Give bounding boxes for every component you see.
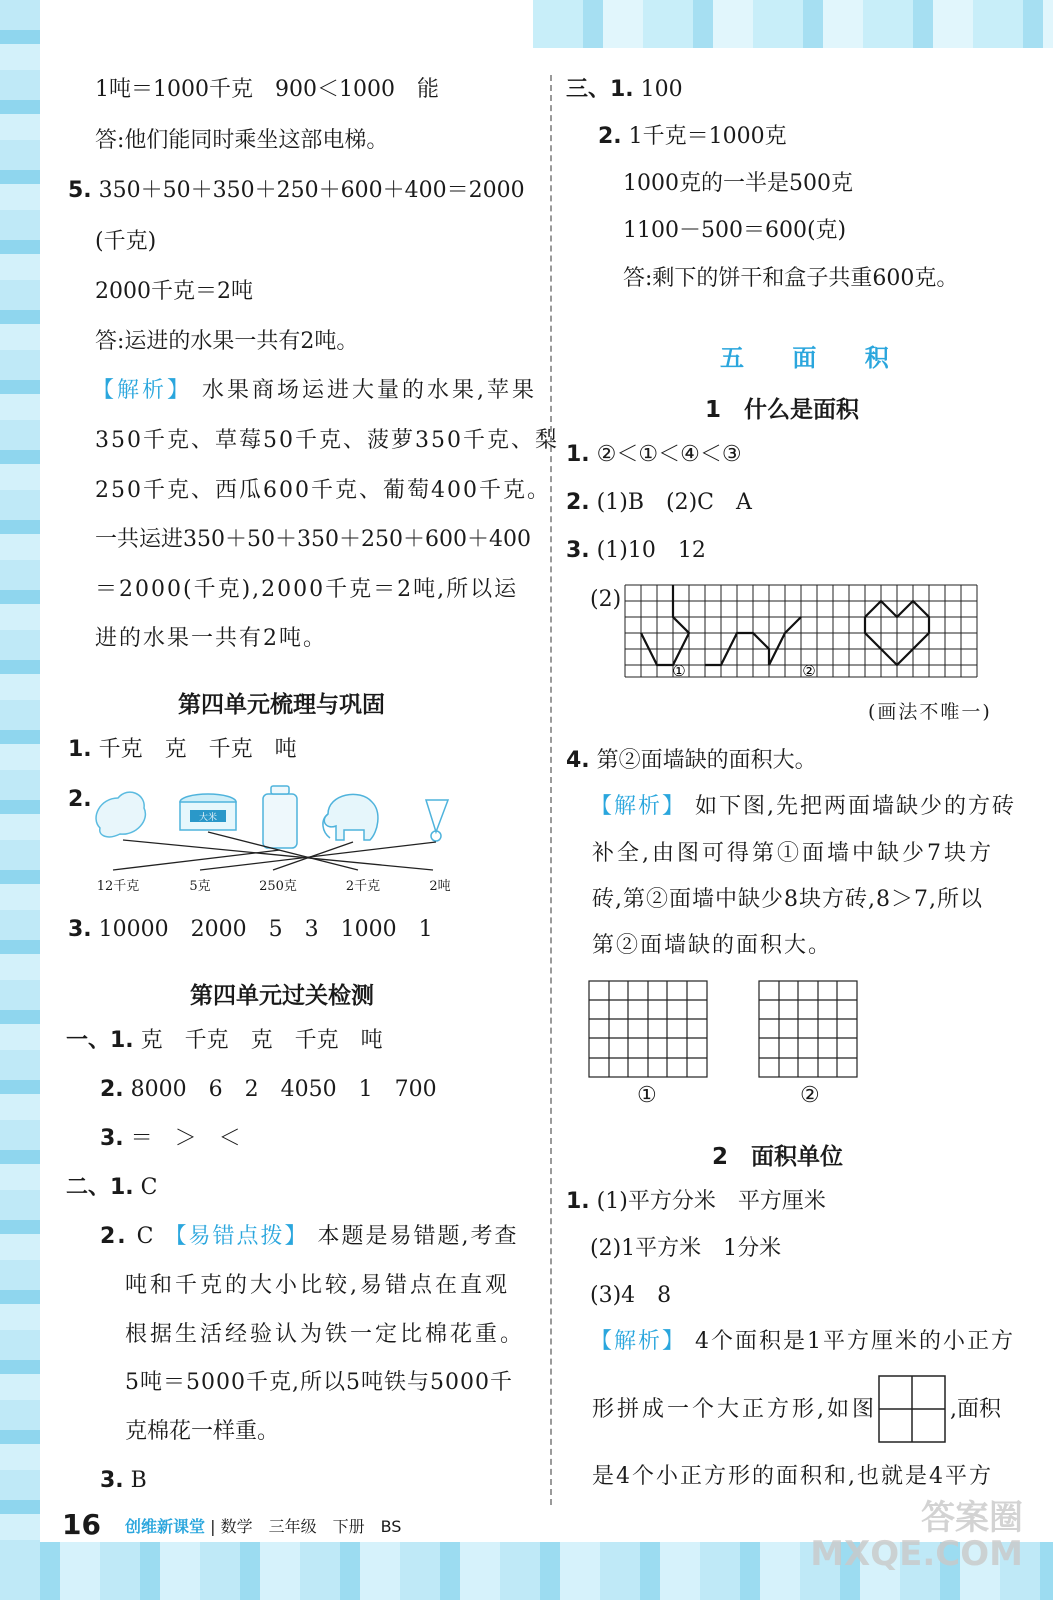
answer-line: (2)1平方米 1分米 [590,1236,782,1261]
part-2-q2 [100,1223,519,1251]
column-divider [550,75,552,1505]
question-number: 3. [68,917,92,942]
lesson-title: 1 什么是面积 [705,397,860,423]
cotton-icon [96,792,145,837]
footer-subject: 数学 三年级 下册 BS [220,1517,402,1536]
lesson-title: 2 面积单位 [712,1144,844,1170]
wall-grid-2 [758,980,860,1080]
answer-text: 千克 克 千克 吨 [98,737,297,762]
analysis-line: 350千克、草莓50千克、菠萝350千克、梨 [95,428,559,453]
grid-marker: ① [672,662,686,680]
match-label: 250克 [259,879,297,894]
question-1 [566,1188,826,1216]
analysis-line: 是4个小正方形的面积和,也就是4平方 [592,1464,993,1489]
question-number: 2. [566,490,590,515]
shape-1 [641,585,689,665]
match-label: 12千克 [96,879,140,894]
analysis-text: 水果商场运进大量的水果,苹果 [202,378,538,403]
analysis-line: 形拼成一个大正方形,如图 [592,1397,877,1422]
analysis-line [590,1328,1015,1356]
question-number: 2. [68,787,92,812]
watermark-url: MXQE.COM [810,1534,1023,1574]
question-1 [566,441,742,469]
answer-text: 第②面墙缺的面积大。 [596,748,817,773]
match-label: 2吨 [429,879,451,894]
part-1-q3 [100,1125,241,1153]
answer-text: C [136,1224,156,1249]
analysis-line: 250千克、西瓜600千克、葡萄400千克。 [95,478,551,503]
analysis-line: ,面积 [950,1397,1001,1422]
wall-label: ① [637,1083,657,1108]
part-3-q2 [598,123,787,151]
tip-tag: 【易错点拨】 [164,1224,309,1249]
part-2-q1 [66,1174,158,1202]
wall-label: ② [800,1083,820,1108]
question-number: 5. [68,178,92,203]
footer-brand: 创维新课堂 [125,1517,206,1536]
question-number: 4. [566,748,590,773]
question-3 [68,916,433,944]
question-number: 1. [566,442,590,467]
question-2 [566,489,752,517]
page-paper-top [40,0,533,60]
tip-line: 5吨＝5000千克,所以5吨铁与5000千 [125,1370,513,1395]
question-number: 3. [100,1126,124,1151]
match-label: 5克 [189,879,211,894]
question-number: 3. [100,1468,124,1493]
page-border-left [0,0,40,1600]
question-number: 2. [598,124,622,149]
match-label: 2千克 [345,879,381,894]
drawing-note: (画法不唯一) [868,701,992,723]
tip-line: 根据生活经验认为铁一定比棉花重。 [125,1322,526,1347]
rice-label: 大米 [198,813,218,823]
matching-figure [88,780,478,900]
analysis-line [590,793,1016,821]
question-1 [68,736,297,764]
tip-line: 克棉花一样重。 [125,1419,280,1444]
elephant-icon [323,794,378,840]
answer-line: 1吨＝1000千克 900＜1000 能 [95,77,439,102]
answer-text: B [130,1468,147,1493]
grid-drawing [624,584,980,680]
watermark [810,1500,1023,1572]
page-border-top [533,0,1053,48]
rice-bag-icon [180,794,236,830]
question-number: 3. [566,538,590,563]
watermark-text: 答案圈 [921,1498,1023,1538]
analysis-text: 4个面积是1平方厘米的小正方 [695,1329,1016,1354]
question-number: 1. [566,1189,590,1214]
analysis-line: 进的水果一共有2吨。 [95,626,327,651]
answer-line: 答:他们能同时乘坐这部电梯。 [95,128,389,153]
analysis-tag: 【解析】 [590,1329,687,1354]
question-number: 2. [100,1077,124,1102]
answer-text: 350＋50＋350＋250＋600＋400＝2000 [98,178,525,203]
analysis-text: 如下图,先把两面墙缺少的方砖 [695,794,1017,819]
suitcase-icon [263,786,297,848]
analysis-line: 第②面墙缺的面积大。 [592,933,833,958]
answer-text: (1)平方分米 平方厘米 [596,1189,826,1214]
part-3-q1 [566,76,683,104]
question-5 [68,177,525,205]
answer-text: 8000 6 2 4050 1 700 [130,1077,437,1102]
question-4 [566,747,817,775]
section-title: 第四单元梳理与巩固 [178,692,385,718]
grid-marker: ② [802,662,816,680]
answer-line: 2000千克＝2吨 [95,279,253,304]
answer-text: C [140,1175,158,1200]
answer-text: ②＜①＜④＜③ [596,442,742,467]
answer-line: 答:剩下的饼干和盒子共重600克。 [623,266,959,291]
match-line [200,842,436,870]
answer-line: 1100－500＝600(克) [623,218,847,243]
analysis-line [92,377,537,405]
answer-text: 10000 2000 5 3 1000 1 [98,917,433,942]
analysis-line: 砖,第②面墙中缺少8块方砖,8＞7,所以 [592,887,983,912]
question-number: 二、1. [66,1175,134,1200]
answer-text: (1)10 12 [596,538,706,563]
answer-line: 答:运进的水果一共有2吨。 [95,329,359,354]
answer-line: (千克) [95,229,157,254]
part-1-q2 [100,1076,437,1104]
part-1-q1 [66,1027,383,1055]
analysis-line: 补全,由图可得第①面墙中缺少7块方 [592,841,994,866]
square-figure [877,1374,947,1444]
answer-line: (3)4 8 [590,1283,672,1308]
answer-text: 1千克＝1000克 [628,124,787,149]
question-number: 三、1. [566,77,634,102]
tip-text: 本题是易错题,考查 [317,1224,519,1249]
tip-line: 吨和千克的大小比较,易错点在直观 [125,1273,510,1298]
answer-text: 100 [640,77,683,102]
footer-info: 创维新课堂 | 数学 三年级 下册 BS [125,1517,402,1536]
analysis-line: ＝2000(千克),2000千克＝2吨,所以运 [95,577,519,602]
match-line [113,850,280,870]
answer-text: (1)B (2)C A [596,490,752,515]
unit-title [720,338,909,373]
question-number: 1. [68,737,92,762]
analysis-tag: 【解析】 [92,378,193,403]
wall-grid-1 [588,980,710,1080]
question-3 [566,537,706,565]
unit-title-text: 五 面 积 [720,344,909,372]
section-title: 第四单元过关检测 [190,983,374,1009]
question-number: 2. [100,1224,128,1249]
question-number: 一、1. [66,1028,134,1053]
answer-text: ＝ ＞ ＜ [130,1126,241,1151]
analysis-tag: 【解析】 [590,794,687,819]
analysis-line: 一共运进350＋50＋350＋250＋600＋400 [95,527,531,552]
part-2-q3 [100,1467,147,1495]
page-number: 16 [62,1508,101,1541]
shuttlecock-icon [426,800,448,841]
answer-line: 1000克的一半是500克 [623,171,853,196]
answer-text: 克 千克 克 千克 吨 [140,1028,383,1053]
question-3-part-2: (2) [590,587,622,612]
